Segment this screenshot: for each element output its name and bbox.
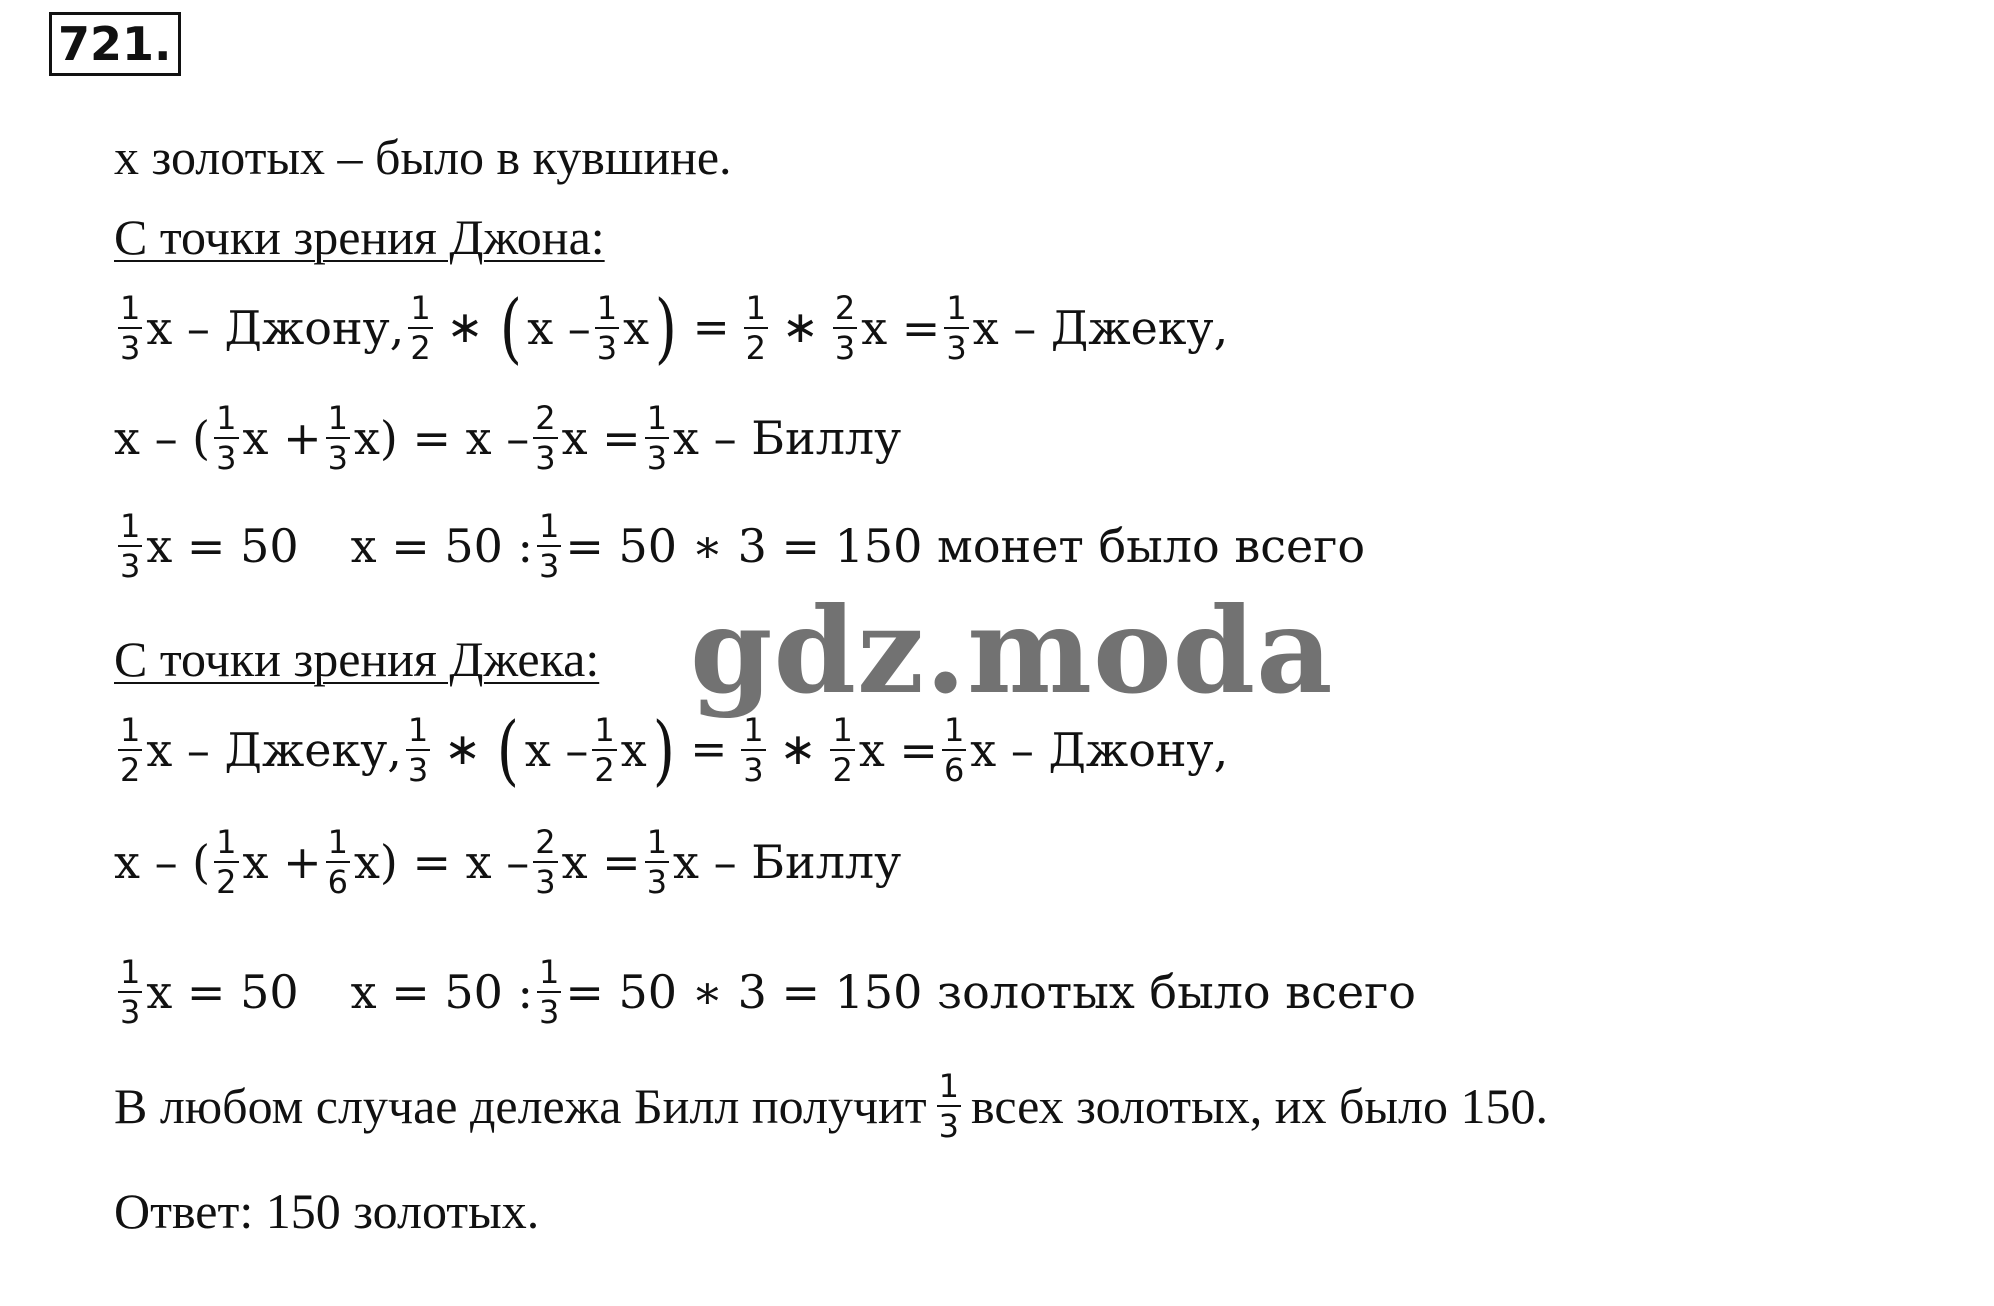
multiply-sign: ∗ [779, 724, 817, 775]
fraction: $\frac{1}{3}$ [120, 507, 141, 585]
john-heading [114, 209, 605, 265]
fraction: $\frac{1}{3}$ [539, 507, 560, 585]
close-paren: ) [652, 705, 675, 794]
jack-total-line [114, 953, 1416, 1031]
expr-text: x [623, 301, 650, 355]
expr-text: x – [524, 723, 589, 777]
close-paren: ) [654, 283, 678, 372]
jack-heading-text: С точки зрения Джека: [114, 631, 600, 687]
expr-text: x + [242, 835, 322, 889]
multiply-sign: ∗ [446, 302, 484, 353]
fraction: $\frac{2}{3}$ [535, 399, 556, 477]
expr-text: x [620, 723, 647, 777]
problem-number: 721. [49, 12, 181, 76]
expr-text: x – Джону, [970, 723, 1229, 777]
fraction: $\frac{1}{3}$ [120, 289, 141, 367]
fraction: $\frac{1}{2}$ [216, 823, 237, 901]
expr-text: x = [561, 411, 641, 465]
fraction: $\frac{1}{3}$ [743, 711, 764, 789]
john-share-line [114, 283, 1229, 372]
expr-text: x = 50 : [350, 519, 534, 573]
jack-heading [114, 631, 600, 687]
expr-text: x – Биллу [673, 835, 902, 889]
fraction: $\frac{1}{3}$ [596, 289, 618, 367]
multiply-sign: ∗ [444, 724, 482, 775]
fraction: $\frac{1}{2}$ [120, 711, 141, 789]
john-bill-line [114, 399, 902, 477]
john-total-line [114, 507, 1366, 585]
fraction: $\frac{1}{3}$ [216, 399, 237, 477]
answer-text: Ответ: 150 золотых. [114, 1183, 540, 1239]
given-text: x золотых – было в кувшине. [114, 129, 732, 185]
expr-text: x = 50 [146, 965, 299, 1019]
fraction: $\frac{1}{6}$ [327, 823, 348, 901]
john-heading-text: С точки зрения Джона: [114, 209, 605, 265]
expr-text: x + [242, 411, 322, 465]
expr-text: x = [858, 723, 938, 777]
expr-text: x – Джону, [146, 301, 405, 355]
jack-share-line [114, 705, 1229, 794]
fraction: $\frac{1}{2}$ [832, 711, 853, 789]
jack-bill-line [114, 823, 902, 901]
conclusion-text: В любом случае дележа Билл получит [114, 1078, 927, 1134]
conclusion-line [114, 1067, 1548, 1145]
expr-text: x – ( [114, 835, 211, 889]
expr-text: x = [861, 301, 941, 355]
conclusion-text: всех золотых, их было 150. [971, 1078, 1548, 1134]
equals-sign: = [692, 302, 730, 353]
expr-text: x = 50 [146, 519, 299, 573]
expr-text: x – ( [114, 411, 211, 465]
expr-text: x – Джеку, [972, 301, 1229, 355]
fraction: $\frac{1}{3}$ [539, 953, 560, 1031]
expr-text: x) = x – [353, 835, 530, 889]
expr-text: x) = x – [353, 411, 530, 465]
watermark-logo: gdz.moda [690, 581, 1334, 720]
expr-text: x – [527, 301, 591, 355]
expr-text: x = [561, 835, 641, 889]
expr-text: x – Джеку, [146, 723, 402, 777]
fraction: $\frac{1}{3}$ [327, 399, 348, 477]
fraction: $\frac{1}{3}$ [120, 953, 141, 1031]
expr-text: x = 50 : [350, 965, 534, 1019]
fraction: $\frac{1}{3}$ [407, 711, 429, 789]
expr-text: = 50 ∗ 3 = 150 монет было всего [565, 519, 1366, 573]
fraction: $\frac{1}{3}$ [938, 1067, 960, 1145]
answer-line [114, 1183, 540, 1239]
given-line [114, 129, 732, 185]
open-paren: ( [496, 705, 520, 794]
fraction: $\frac{1}{2}$ [745, 289, 766, 367]
expr-text: = 50 ∗ 3 = 150 золотых было всего [565, 965, 1416, 1019]
fraction: $\frac{1}{2}$ [594, 711, 615, 789]
fraction: $\frac{1}{3}$ [646, 399, 668, 477]
equals-sign: = [690, 724, 728, 775]
fraction: $\frac{1}{2}$ [410, 289, 431, 367]
expr-text: x – Биллу [673, 411, 902, 465]
open-paren: ( [499, 283, 522, 372]
fraction: $\frac{1}{3}$ [946, 289, 967, 367]
fraction: $\frac{1}{3}$ [646, 823, 668, 901]
fraction: $\frac{1}{6}$ [943, 711, 965, 789]
fraction: $\frac{2}{3}$ [535, 823, 556, 901]
fraction: $\frac{2}{3}$ [834, 289, 856, 367]
multiply-sign: ∗ [781, 302, 819, 353]
